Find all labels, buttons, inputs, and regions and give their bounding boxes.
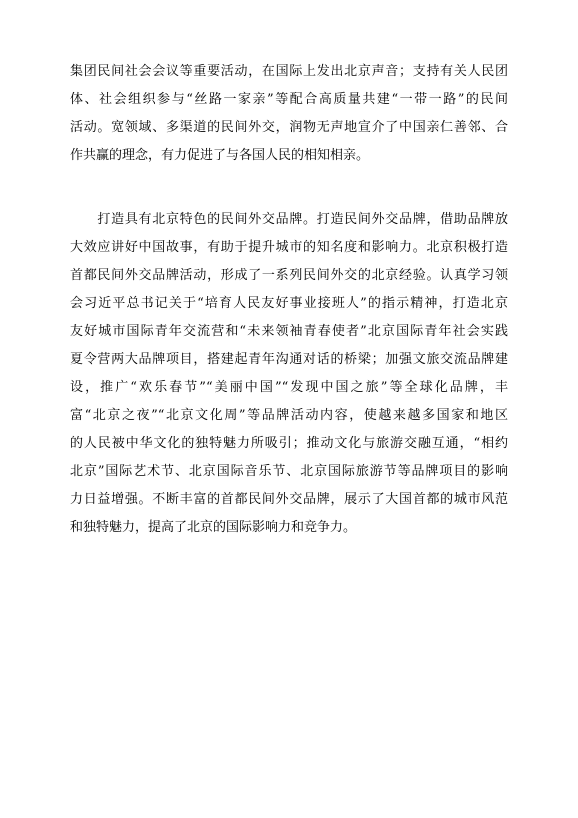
paragraph-2-line: 的人民被中华文化的独特魅力所吸引；推动文化与旅游交融互通，“相约 [70, 436, 508, 451]
paragraph-2-line: 会习近平总书记关于“培育人民友好事业接班人”的指示精神，打造北京 [70, 296, 508, 311]
paragraph-1-line: 作共赢的理念，有力促进了与各国人民的相知相亲。 [70, 148, 370, 163]
paragraph-2-line: 首都民间外交品牌活动，形成了一系列民间外交的北京经验。认真学习领 [70, 268, 508, 283]
paragraph-2-line: 大效应讲好中国故事，有助于提升城市的知名度和影响力。北京积极打造 [70, 240, 508, 255]
paragraph-2-line: 夏令营两大品牌项目，搭建起青年沟通对话的桥梁；加强文旅交流品牌建 [70, 352, 508, 367]
paragraph-2-line: 北京”国际艺术节、北京国际音乐节、北京国际旅游节等品牌项目的影响 [70, 464, 508, 479]
paragraph-2-line: 打造具有北京特色的民间外交品牌。打造民间外交品牌，借助品牌放 [70, 212, 508, 227]
paragraph-2-line: 富“北京之夜”“北京文化周”等品牌活动内容，使越来越多国家和地区 [70, 408, 508, 423]
paragraph-2 [70, 206, 508, 542]
paragraph-2-line: 设，推广“欢乐春节”“美丽中国”“发现中国之旅”等全球化品牌，丰 [70, 380, 508, 395]
paragraph-1-line: 体、社会组织参与“丝路一家亲”等配合高质量共建“一带一路”的民间 [70, 92, 508, 107]
paragraph-2-line: 友好城市国际青年交流营和“未来领袖青春使者”北京国际青年社会实践 [70, 324, 508, 339]
paragraph-1-line: 集团民间社会会议等重要活动，在国际上发出北京声音；支持有关人民团 [70, 64, 508, 79]
paragraph-2-line: 和独特魅力，提高了北京的国际影响力和竞争力。 [70, 520, 357, 535]
paragraph-1-line: 活动。宽领域、多渠道的民间外交，润物无声地宣介了中国亲仁善邻、合 [70, 120, 508, 135]
paragraph-2-line: 力日益增强。不断丰富的首都民间外交品牌，展示了大国首都的城市风范 [70, 492, 508, 507]
paragraph-1 [70, 58, 508, 170]
